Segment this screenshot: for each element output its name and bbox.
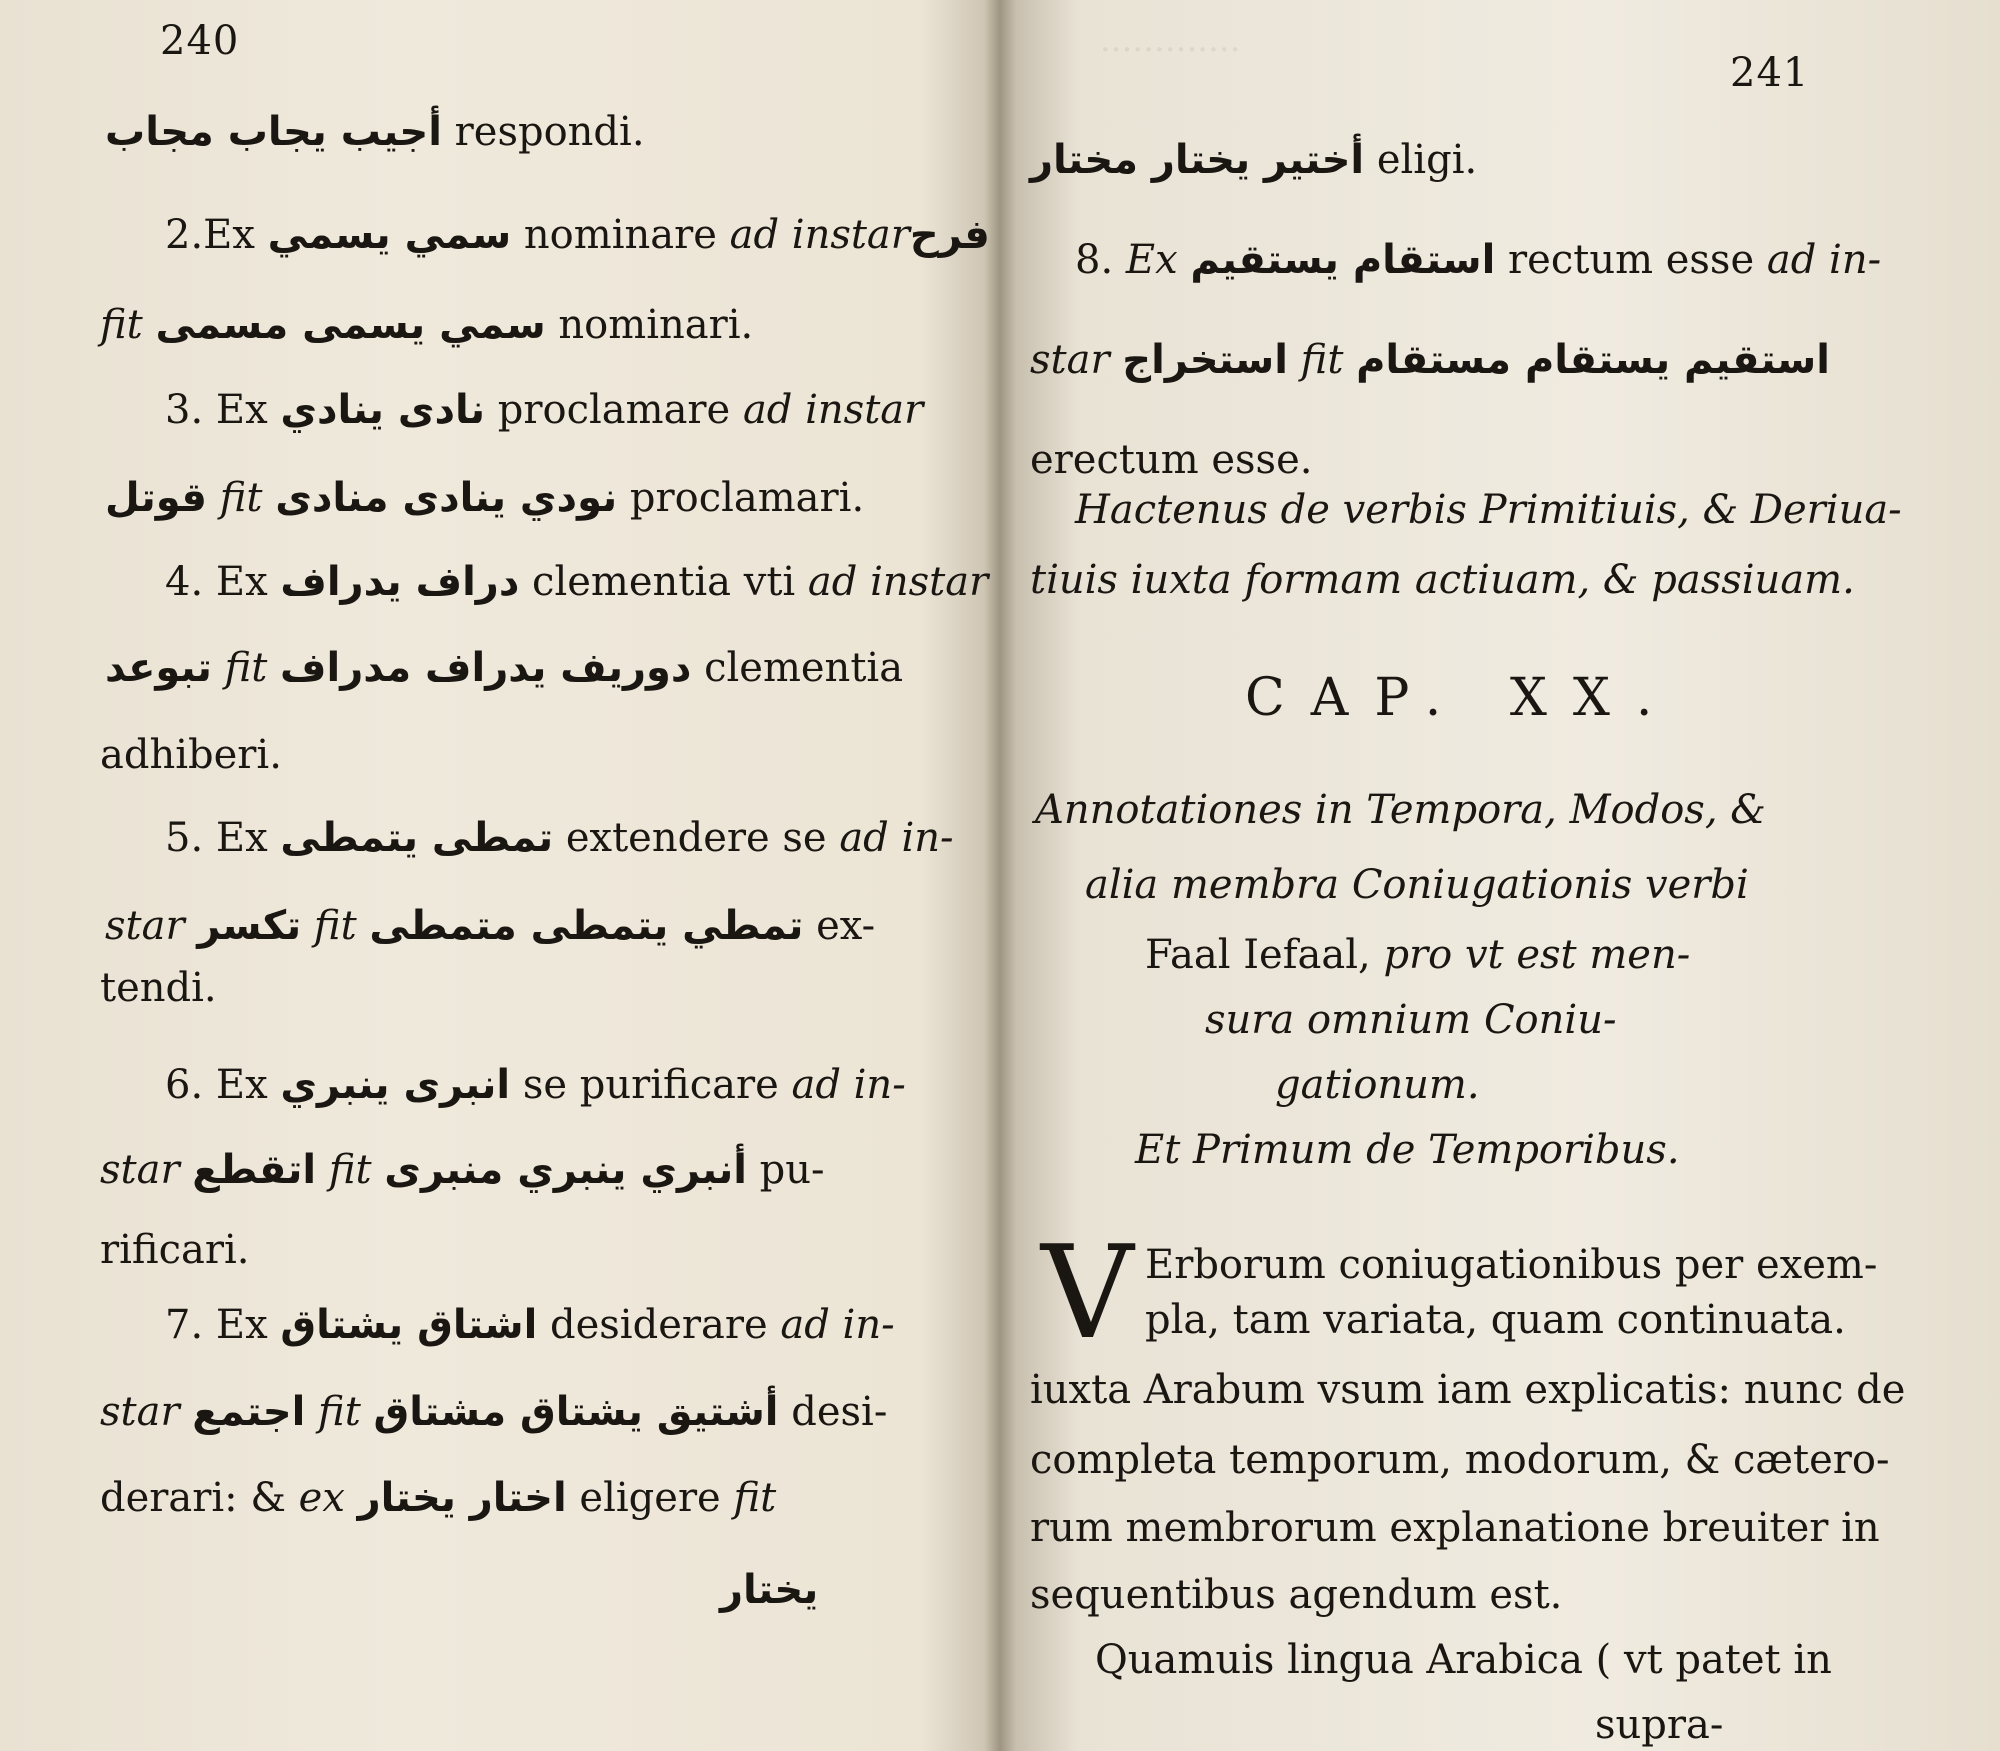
italic-text: alia membra Coniugationis verbi bbox=[1085, 862, 1749, 908]
text-line bbox=[165, 212, 1004, 258]
page-number: 240 bbox=[160, 18, 240, 64]
bleed-through-text: ············· bbox=[1100, 30, 1241, 70]
arabic-text: أشتيق يشتاق مشتاق bbox=[373, 1389, 779, 1435]
italic-text: fit bbox=[316, 1147, 385, 1193]
arabic-text: تمطي يتمطى متمطى bbox=[369, 903, 804, 949]
roman-text: tendi. bbox=[100, 965, 217, 1011]
roman-text: clementia vti bbox=[519, 559, 808, 605]
roman-text: pu- bbox=[746, 1147, 825, 1193]
arabic-text: تمطى يتمطى bbox=[280, 815, 554, 861]
italic-text: fit bbox=[733, 1475, 777, 1521]
roman-text: iuxta Arabum vsum iam explicatis: nunc de bbox=[1030, 1367, 1906, 1413]
text-line bbox=[1030, 437, 1313, 483]
roman-text: Quamuis lingua Arabica ( vt patet in bbox=[1095, 1637, 1832, 1683]
italic-text: ex bbox=[298, 1475, 358, 1521]
text-line bbox=[720, 1567, 819, 1613]
text-line bbox=[1075, 487, 1902, 533]
roman-text: proclamare bbox=[485, 387, 743, 433]
arabic-text: نادى ينادي bbox=[280, 387, 486, 433]
roman-text: clementia bbox=[691, 645, 904, 691]
roman-text: ex- bbox=[803, 903, 876, 949]
roman-text: nominare bbox=[511, 212, 730, 258]
arabic-text: أجيب يجاب مجاب bbox=[105, 109, 442, 155]
text-line bbox=[1075, 237, 1882, 283]
italic-text: ad in- bbox=[839, 815, 954, 861]
text-line bbox=[100, 302, 754, 348]
arabic-text: استقيم يستقام مستقام bbox=[1356, 337, 1830, 383]
text-line bbox=[100, 1147, 825, 1193]
italic-text: fit bbox=[100, 302, 156, 348]
text-line bbox=[1030, 137, 1478, 183]
roman-text: completa temporum, modorum, & cætero- bbox=[1030, 1437, 1890, 1483]
roman-text: Faal Iefaal, bbox=[1145, 932, 1384, 978]
italic-text: star bbox=[100, 1147, 193, 1193]
text-line bbox=[1145, 1297, 1846, 1343]
italic-text: pro vt est men- bbox=[1383, 932, 1691, 978]
text-line bbox=[1135, 1127, 1680, 1173]
roman-text: proclamari. bbox=[617, 475, 865, 521]
italic-text: Annotationes in Tempora, Modos, & bbox=[1035, 787, 1766, 833]
text-line bbox=[100, 732, 282, 778]
roman-text: 7. Ex bbox=[165, 1302, 281, 1348]
roman-text: desi- bbox=[778, 1389, 888, 1435]
text-line bbox=[105, 645, 904, 691]
text-line bbox=[1595, 1702, 1724, 1748]
roman-text: 3. Ex bbox=[165, 387, 281, 433]
text-line bbox=[1205, 997, 1617, 1043]
italic-text: fit bbox=[301, 903, 370, 949]
chapter-heading: CAP. XX. bbox=[1245, 668, 1679, 728]
arabic-text: اجتمع bbox=[192, 1389, 306, 1435]
roman-text: rum membrorum explanatione breuiter in bbox=[1030, 1505, 1880, 1551]
arabic-text: فرح bbox=[909, 212, 1004, 258]
italic-text: ad instar bbox=[729, 212, 910, 258]
roman-text: eligi. bbox=[1364, 137, 1478, 183]
arabic-text: تكسر bbox=[197, 903, 302, 949]
arabic-text: اتقطع bbox=[192, 1147, 317, 1193]
text-line bbox=[105, 475, 865, 521]
roman-text: sequentibus agendum est. bbox=[1030, 1572, 1563, 1618]
text-line bbox=[1030, 1367, 1906, 1413]
arabic-text: دوريف يدراف مدراف bbox=[280, 645, 692, 691]
roman-text: extendere se bbox=[553, 815, 840, 861]
roman-text: Erborum coniugationibus per exem- bbox=[1145, 1242, 1878, 1288]
arabic-text: أختير يختار مختار bbox=[1030, 137, 1365, 183]
roman-text: erectum esse. bbox=[1030, 437, 1313, 483]
roman-text: rificari. bbox=[100, 1227, 250, 1273]
roman-text: pla, tam variata, quam continuata. bbox=[1145, 1297, 1846, 1343]
text-line bbox=[105, 903, 876, 949]
roman-text: 2.Ex bbox=[165, 212, 268, 258]
italic-text: fit bbox=[207, 475, 276, 521]
italic-text: ad instar bbox=[742, 387, 924, 433]
roman-text: adhiberi. bbox=[100, 732, 282, 778]
roman-text: 8. bbox=[1075, 237, 1126, 283]
text-line bbox=[100, 965, 217, 1011]
text-line bbox=[1030, 337, 1830, 383]
right-page bbox=[985, 0, 2000, 1751]
italic-text: tiuis iuxta formam actiuam, & passiuam. bbox=[1030, 557, 1855, 603]
italic-text: ad in- bbox=[780, 1302, 895, 1348]
text-line bbox=[1275, 1062, 1480, 1108]
italic-text: fit bbox=[305, 1389, 374, 1435]
text-line bbox=[1030, 1437, 1890, 1483]
text-line bbox=[165, 815, 954, 861]
text-line bbox=[1030, 1505, 1880, 1551]
italic-text: star bbox=[100, 1389, 193, 1435]
text-line bbox=[1030, 557, 1855, 603]
text-line bbox=[100, 1475, 777, 1521]
roman-text: derari: & bbox=[100, 1475, 299, 1521]
arabic-text: اشتاق يشتاق bbox=[280, 1302, 538, 1348]
text-line bbox=[100, 1227, 250, 1273]
roman-text: 5. Ex bbox=[165, 815, 281, 861]
arabic-text: قوتل bbox=[105, 475, 207, 521]
italic-text: Hactenus de verbis Primitiuis, & Deriua- bbox=[1075, 487, 1902, 533]
arabic-text: استقام يستقيم bbox=[1190, 237, 1496, 283]
arabic-text: انبرى ينبري bbox=[280, 1062, 511, 1108]
roman-text: respondi. bbox=[441, 109, 645, 155]
italic-text: Et Primum de Temporibus. bbox=[1135, 1127, 1680, 1173]
text-line bbox=[165, 1302, 895, 1348]
arabic-text: سمي يسمي bbox=[267, 212, 512, 258]
italic-text: fit bbox=[1287, 337, 1357, 383]
roman-text: se purificare bbox=[510, 1062, 792, 1108]
text-line bbox=[1035, 787, 1766, 833]
text-line bbox=[1085, 862, 1749, 908]
italic-text: ad in- bbox=[791, 1062, 906, 1108]
arabic-text: دراف يدراف bbox=[280, 559, 520, 605]
italic-text: star bbox=[1030, 337, 1123, 383]
italic-text: ad instar bbox=[807, 559, 989, 605]
arabic-text: نودي ينادى منادى bbox=[275, 475, 618, 521]
text-line bbox=[1095, 1637, 1832, 1683]
italic-text: Ex bbox=[1125, 237, 1191, 283]
text-line bbox=[165, 559, 989, 605]
text-line bbox=[165, 387, 924, 433]
roman-text: supra- bbox=[1595, 1702, 1724, 1748]
roman-text: nominari. bbox=[545, 302, 754, 348]
roman-text: eligere bbox=[566, 1475, 734, 1521]
roman-text: 6. Ex bbox=[165, 1062, 281, 1108]
roman-text: desiderare bbox=[537, 1302, 781, 1348]
text-line bbox=[1145, 932, 1691, 978]
roman-text: rectum esse bbox=[1495, 237, 1767, 283]
text-line bbox=[105, 109, 645, 155]
arabic-text: أنبري ينبري منبرى bbox=[384, 1147, 747, 1193]
arabic-text: استخراج bbox=[1122, 337, 1288, 383]
text-line bbox=[165, 1062, 906, 1108]
arabic-text: تبوعد bbox=[105, 645, 212, 691]
arabic-text: اختار يختار bbox=[357, 1475, 567, 1521]
drop-cap: V bbox=[1041, 1219, 1134, 1368]
italic-text: sura omnium Coniu- bbox=[1205, 997, 1617, 1043]
roman-text: 4. Ex bbox=[165, 559, 281, 605]
text-line bbox=[1145, 1242, 1878, 1288]
italic-text: fit bbox=[211, 645, 281, 691]
arabic-text: سمي يسمى مسمى bbox=[155, 302, 546, 348]
text-line bbox=[1030, 1572, 1563, 1618]
italic-text: ad in- bbox=[1766, 237, 1882, 283]
italic-text: gationum. bbox=[1275, 1062, 1480, 1108]
arabic-text: يختار bbox=[720, 1567, 819, 1613]
italic-text: star bbox=[105, 903, 198, 949]
text-line bbox=[100, 1389, 888, 1435]
page-number: 241 bbox=[1730, 50, 1810, 96]
